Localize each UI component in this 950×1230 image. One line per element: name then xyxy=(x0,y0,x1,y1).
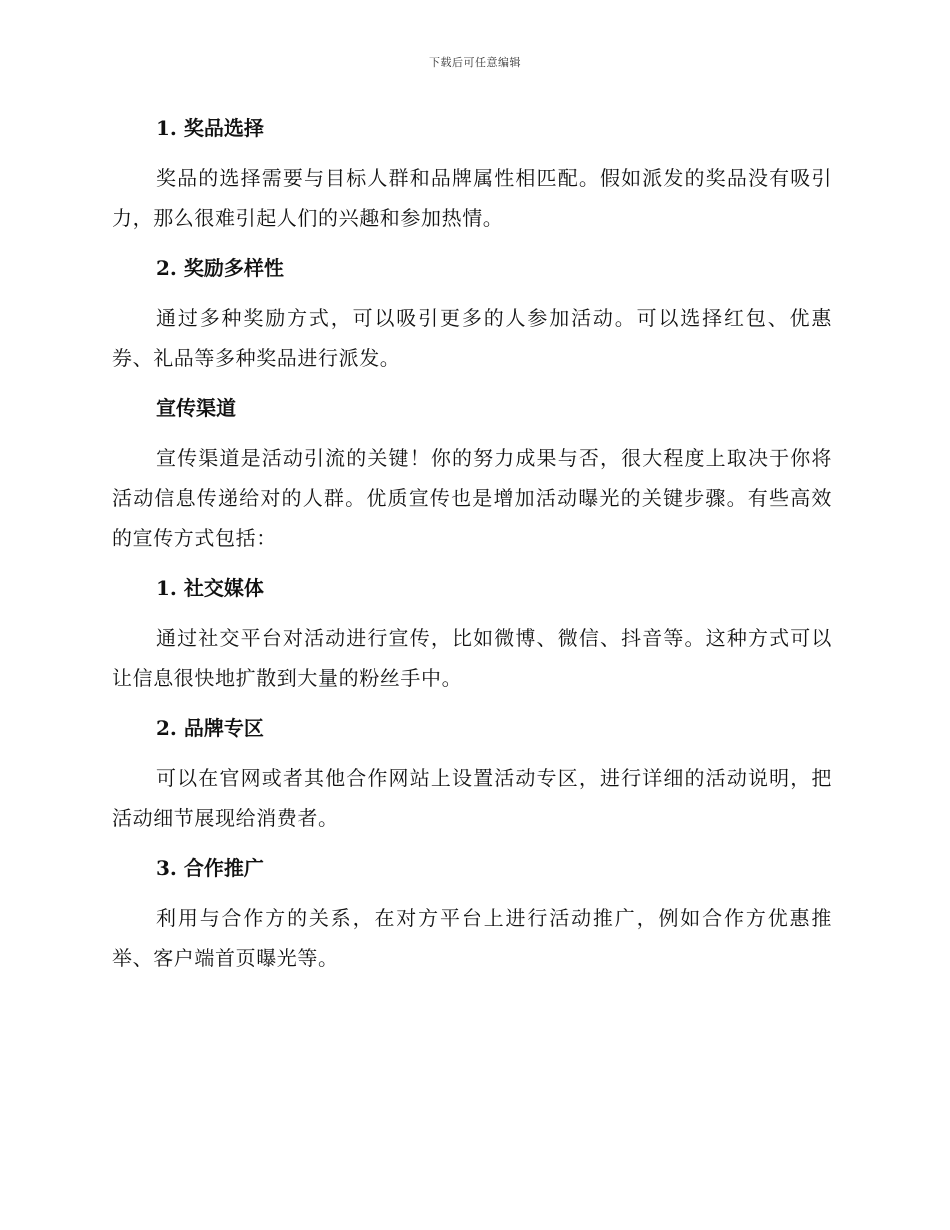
document-body xyxy=(112,108,832,988)
section-heading-prize-selection: 1. 奖品选择 xyxy=(156,116,264,140)
section-heading-social-media: 1. 社交媒体 xyxy=(156,576,264,600)
section-heading-cooperative-promotion: 3. 合作推广 xyxy=(156,856,264,880)
page-header: 下载后可任意编辑 xyxy=(429,56,521,69)
section-paragraph-social-media: 通过社交平台对活动进行宣传，比如微博、微信、抖音等。这种方式可以让信息很快地扩散到大量的粉丝手中。 xyxy=(112,626,832,690)
section-paragraph-brand-zone: 可以在官网或者其他合作网站上设置活动专区，进行详细的活动说明，把活动细节展现给消费者。 xyxy=(112,766,832,830)
section-paragraph-promotion-channels: 宣传渠道是活动引流的关键！你的努力成果与否，很大程度上取决于你将活动信息传递给对的人群。优质宣传也是增加活动曝光的关键步骤。有些高效的宣传方式包括： xyxy=(112,446,832,550)
section-heading-promotion-channels: 宣传渠道 xyxy=(156,396,236,420)
section-heading-brand-zone: 2. 品牌专区 xyxy=(156,716,264,740)
section-paragraph-reward-diversity: 通过多种奖励方式，可以吸引更多的人参加活动。可以选择红包、优惠券、礼品等多种奖品进行派发。 xyxy=(112,306,832,370)
section-paragraph-cooperative-promotion: 利用与合作方的关系，在对方平台上进行活动推广，例如合作方优惠推举、客户端首页曝光等。 xyxy=(112,906,832,970)
section-paragraph-prize-selection: 奖品的选择需要与目标人群和品牌属性相匹配。假如派发的奖品没有吸引力，那么很难引起人们的兴趣和参加热情。 xyxy=(112,166,832,230)
section-heading-reward-diversity: 2. 奖励多样性 xyxy=(156,256,284,280)
